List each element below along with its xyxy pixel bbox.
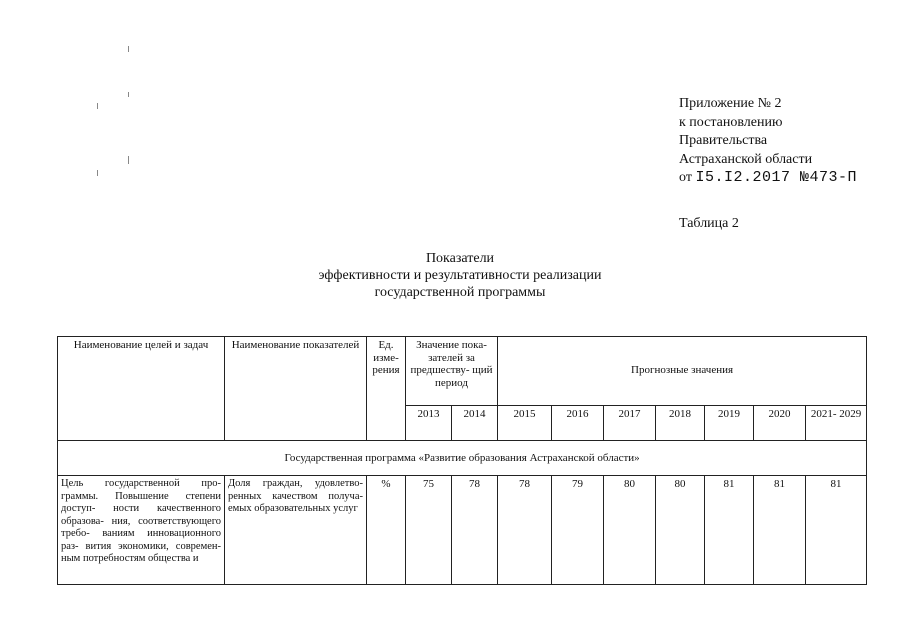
value-cell: 79	[552, 476, 604, 585]
table-label: Таблица 2	[679, 216, 739, 231]
annex-date	[679, 169, 857, 188]
year-cell: 2019	[705, 406, 754, 441]
value-cell: 81	[806, 476, 867, 585]
title-line-1: Показатели	[425, 251, 495, 266]
year-cell: 2018	[656, 406, 705, 441]
value-cell: 81	[705, 476, 754, 585]
scan-mark	[128, 156, 129, 164]
document-title	[230, 250, 690, 301]
value-cell: 81	[754, 476, 806, 585]
year-cell: 2014	[452, 406, 498, 441]
value-cell: 78	[452, 476, 498, 585]
title-line-3: государственной программы	[374, 285, 546, 300]
annex-block	[679, 95, 857, 188]
goal-cell: Цель государственной про- граммы. Повышение степени доступ- ности качественного образова- ния, соответствующего требо- ваниям инновационного раз- вития экономики, современ- ным потребностям общества и	[58, 476, 225, 585]
section-title: Государственная программа «Развитие образования Астраханской области»	[58, 441, 867, 476]
header-goals: Наименование целей и задач	[58, 337, 225, 441]
year-cell: 2017	[604, 406, 656, 441]
section-row	[58, 441, 867, 476]
header-unit: Ед. изме- рения	[367, 337, 406, 441]
scan-mark	[97, 103, 98, 109]
annex-line-3: Правительства	[679, 133, 768, 148]
table-row	[58, 476, 867, 585]
header-indicators: Наименование показателей	[225, 337, 367, 441]
year-cell: 2016	[552, 406, 604, 441]
header-forecast: Прогнозные значения	[498, 337, 867, 406]
value-cell: 75	[406, 476, 452, 585]
annex-line-4: Астраханской области	[679, 151, 813, 167]
header-prior-period: Значение пока- зателей за предшеству- щий период	[406, 337, 498, 406]
year-cell: 2021- 2029	[806, 406, 867, 441]
annex-date-number: I5.I2.2017 №473-П	[695, 169, 857, 186]
header-row	[58, 337, 867, 406]
year-cell: 2020	[754, 406, 806, 441]
value-cell: 80	[656, 476, 705, 585]
annex-date-prefix: от	[679, 170, 692, 185]
annex-line-1: Приложение № 2	[679, 96, 782, 111]
value-cell: 78	[498, 476, 552, 585]
year-cell: 2013	[406, 406, 452, 441]
indicator-cell: Доля граждан, удовлетво- ренных качеством получа- емых образовательных услуг	[225, 476, 367, 585]
value-cell: 80	[604, 476, 656, 585]
scan-mark	[128, 46, 129, 52]
year-cell: 2015	[498, 406, 552, 441]
scan-mark	[128, 92, 129, 97]
annex-line-2: к постановлению	[679, 114, 783, 130]
unit-cell: %	[367, 476, 406, 585]
indicators-table	[57, 336, 867, 585]
title-line-2: эффективности и результативности реализации	[318, 268, 602, 283]
scan-mark	[97, 170, 98, 176]
